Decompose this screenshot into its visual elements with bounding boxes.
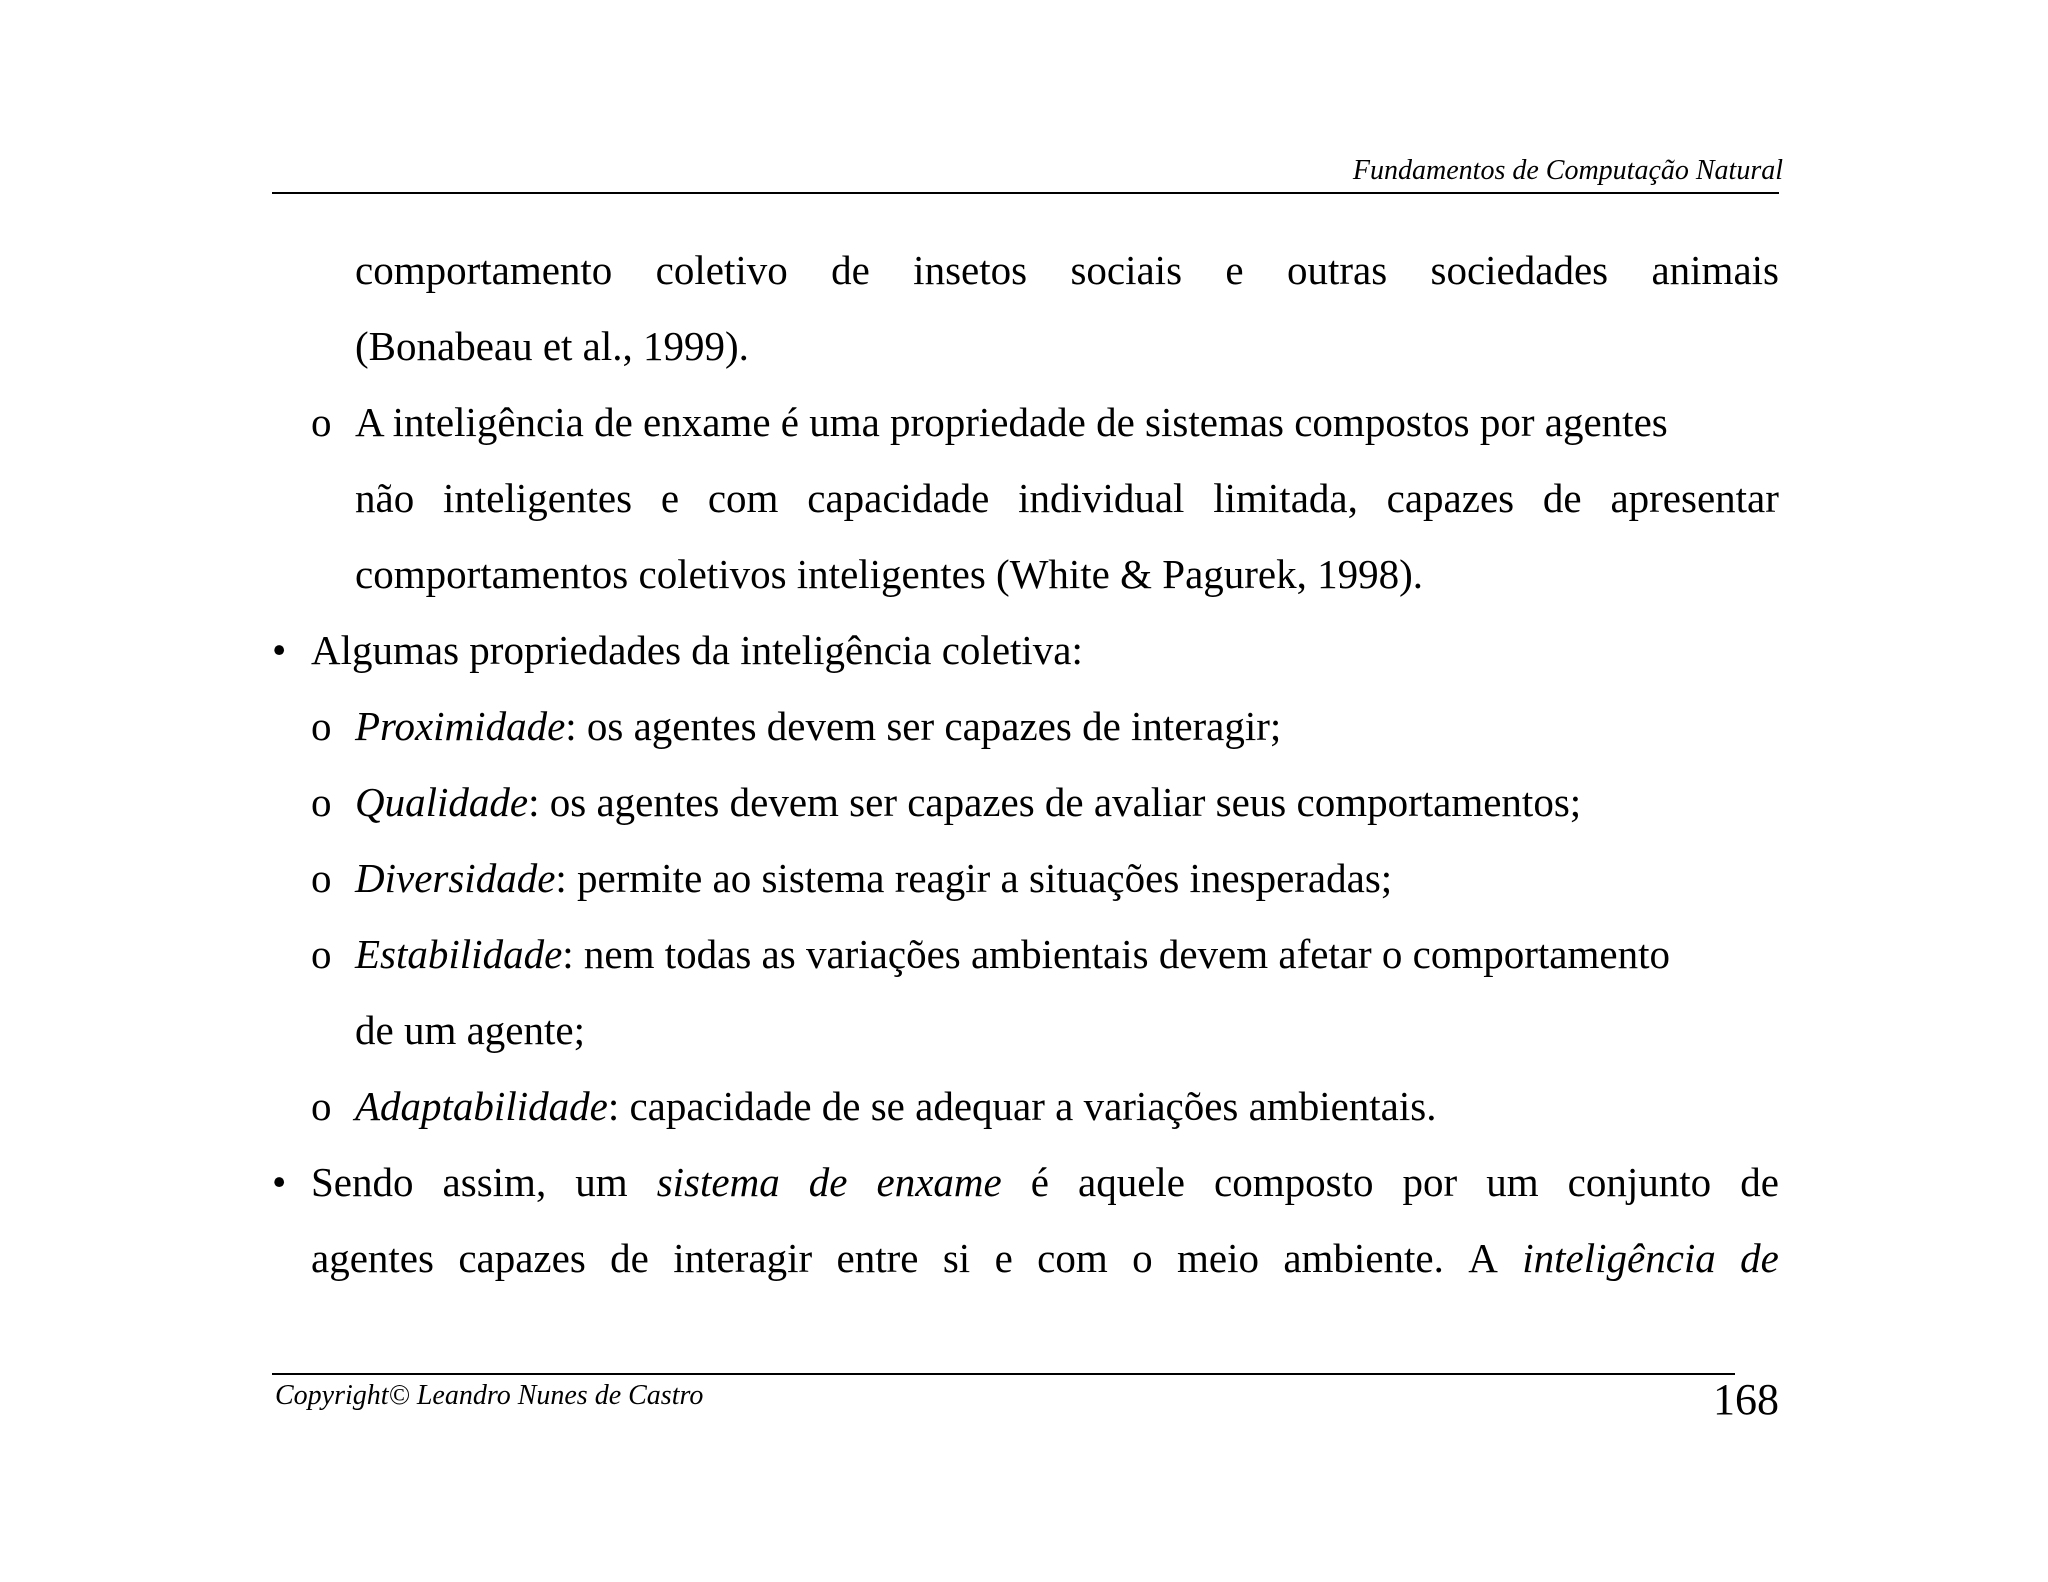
justified-line: comportamento coletivo de insetos sociais e outras sociedades animais xyxy=(355,247,1779,293)
text-line xyxy=(0,232,2048,308)
circle-bullet-icon: o xyxy=(311,779,332,825)
text-line: de um agente; xyxy=(355,1007,585,1053)
copyright-notice: Copyright© Leandro Nunes de Castro xyxy=(275,1380,704,1411)
list-item: o A inteligência de enxame é uma propriedade de sistemas compostos por agentes xyxy=(0,384,2048,460)
circle-bullet-icon: o xyxy=(311,931,332,977)
running-header: Fundamentos de Computação Natural xyxy=(1352,155,1783,186)
circle-bullet-icon: o xyxy=(311,703,332,749)
bullet-icon: • xyxy=(272,627,287,673)
text-line xyxy=(0,460,2048,536)
header-rule xyxy=(272,192,1779,194)
justified-line: não inteligentes e com capacidade individual limitada, capazes de apresentar xyxy=(355,475,1779,521)
circle-bullet-icon: o xyxy=(311,855,332,901)
circle-bullet-icon: o xyxy=(311,1083,332,1129)
justified-line: agentes capazes de interagir entre si e com o meio ambiente. A inteligência de xyxy=(311,1235,1779,1281)
list-item: o Adaptabilidade: capacidade de se adequar a variações ambientais. xyxy=(0,1068,2048,1144)
list-item: o Diversidade: permite ao sistema reagir a situações inesperadas; xyxy=(0,840,2048,916)
citation-text: (Bonabeau et al., 1999). xyxy=(355,323,749,369)
list-item xyxy=(0,1144,2048,1220)
list-item: o Estabilidade: nem todas as variações ambientais devem afetar o comportamento xyxy=(0,916,2048,992)
circle-bullet-icon: o xyxy=(311,399,332,445)
term: Adaptabilidade xyxy=(355,1083,608,1129)
term: Qualidade xyxy=(355,779,529,825)
text-line: comportamentos coletivos inteligentes (White & Pagurek, 1998). xyxy=(355,551,1424,597)
footer-rule xyxy=(272,1373,1735,1375)
list-item: • Algumas propriedades da inteligência coletiva: xyxy=(0,612,2048,688)
list-item: o Proximidade: os agentes devem ser capazes de interagir; xyxy=(0,688,2048,764)
bullet-icon: • xyxy=(272,1159,287,1205)
page-number: 168 xyxy=(1713,1375,1779,1424)
body-text xyxy=(0,232,2048,1296)
text-line xyxy=(0,308,2048,384)
term: Diversidade xyxy=(355,855,556,901)
justified-line: Sendo assim, um sistema de enxame é aquele composto por um conjunto de xyxy=(311,1159,1779,1205)
term: Estabilidade xyxy=(355,931,563,977)
term: Proximidade xyxy=(355,703,566,749)
text-line xyxy=(0,1220,2048,1296)
list-item: o Qualidade: os agentes devem ser capazes de avaliar seus comportamentos; xyxy=(0,764,2048,840)
